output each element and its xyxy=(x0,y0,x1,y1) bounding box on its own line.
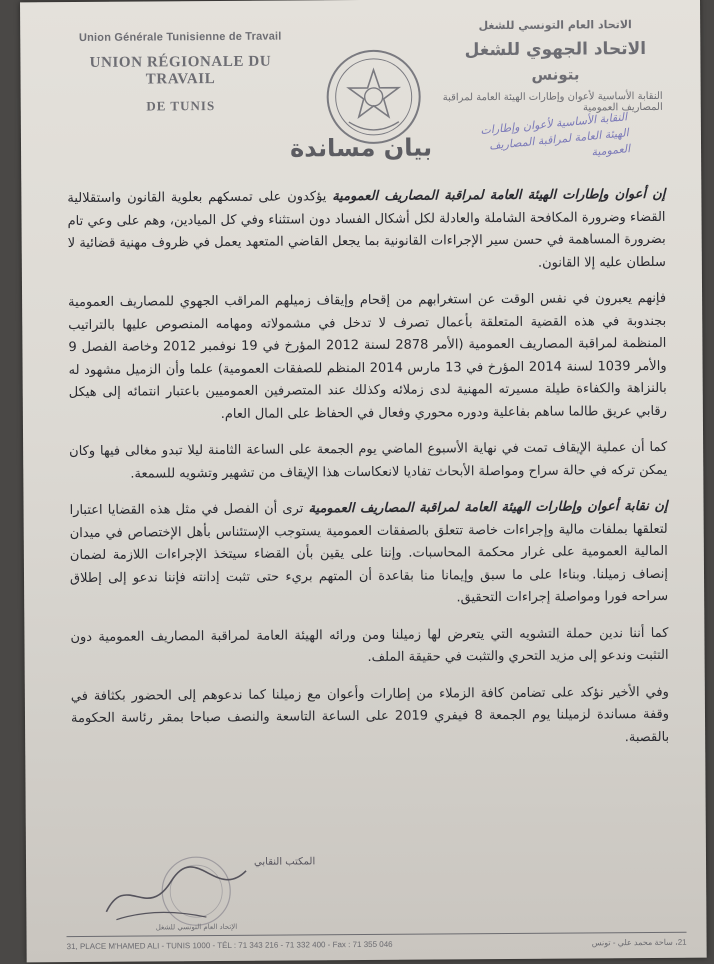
arabic-letterhead xyxy=(440,18,671,115)
letterhead-ar-syndicate: النقابة الأساسية لأعوان وإطارات الهيئة العامة لمراقبة المصاريف العمومية xyxy=(442,90,663,114)
paragraph-1-lead: إن أعوان وإطارات الهيئة العامة لمراقبة المصاريف العمومية xyxy=(332,186,666,205)
paragraph-5: كما أننا ندين حملة التشويه التي يتعرض لها زميلنا ومن ورائه الهيئة العامة لمراقبة المصاريف العمومية دون التثبت وندعو إلى مزيد التحري والتثبت في حقيقة الملف. xyxy=(70,625,669,665)
paragraph-3: كما أن عملية الإيقاف تمت في نهاية الأسبوع الماضي يوم الجمعة على الساعة الثامنة ليلا تبدو مغالى فيها وكان يمكن تركه في حالة سراح ومواصلة الأبحاث تفاديا لانعكاسات هذا الإيقاف من تشهير وتشويه للسمعة. xyxy=(69,439,668,482)
paragraph-4-lead: إن نقابة أعوان وإطارات الهيئة العامة لمراقبة المصاريف العمومية xyxy=(308,498,668,517)
signature-label: المكتب النقابي xyxy=(253,856,316,868)
letterhead-footer xyxy=(67,932,687,964)
letterhead-ar-regional: الاتحاد الجهوي للشغل xyxy=(464,39,647,61)
letterhead-ar-union: الاتحاد العام التونسي للشغل xyxy=(478,18,632,33)
french-letterhead xyxy=(60,30,301,115)
paragraph-1-text: يؤكدون على تمسكهم بعلوية القانون واستقلالية القضاء وضرورة المكافحة الشاملة والعادلة لكل أشكال الفساد دون استثناء وفي كل الميادين، وهم على وعي تام بضرورة المساهمة في حسن سير الإجراءات القانونية بما يجعل القاضي المتعهد يعمل في ظروف مهنية قضائية لا سلطان عليه إلا القانون. xyxy=(67,189,666,271)
paragraph-4 xyxy=(69,496,668,613)
paragraph-1 xyxy=(67,184,666,278)
letterhead-city: DE TUNIS xyxy=(146,98,216,114)
signature-stamp xyxy=(86,851,316,932)
document-title: بيان مساندة xyxy=(289,133,433,163)
paragraph-2: فإنهم يعبرون في نفس الوقت عن استغرابهم من إقحام وإيقاف زميلهم المراقب الجهوي للمصاريف العمومية بجندوبة في هذه القضية المتعلقة بأعمال تصرف لا تدخل في مشمولاته ومهامه المنصوص عليها بالتراتيب المنظمة لمراقبة المصاريف العمومية (الأمر 2878 لسنة 2012 المؤرخ في 19 نوفمبر 2012 وخاصة الفصل 9 والأمر 1039 لسنة 2014 المؤرخ في 13 مارس 2014 المنظم للصفقات العمومية) علما وأن الزميل مشهود له بالنزاهة والكفاءة طيلة مسيرته المهنية لدى زملائه وكذلك عند المتصرفين العموميين باعتبار انتمائه إلى هيكل رقابي عريق طالما ساهم بفاعلية ودوره محوري وفعال في الحفاظ على المال العام. xyxy=(68,290,667,422)
letterhead-regional-union: UNION RÉGIONALE DU TRAVAIL xyxy=(89,53,272,88)
handwritten-syndicate-note: النقابة الأساسية لأعوان وإطارات الهيئة العامة لمراقبة المصاريف العمومية xyxy=(479,110,631,159)
letterhead-ar-city: بتونس xyxy=(531,65,580,84)
footer-address-ar: 21، ساحة محمد علي - تونس xyxy=(591,937,687,948)
paragraph-6: وفي الأخير نؤكد على تضامن كافة الزملاء من إطارات وأعوان مع زميلنا كما ندعوهم إلى الحضور بكثافة في وقفة مساندة لزميلنا يوم الجمعة 8 فيفري 2019 على الساعة التاسعة والنصف صباحا بمقر رئاسة الحكومة بالقصبة. xyxy=(70,684,670,745)
letterhead-union-name: Union Générale Tunisienne de Travail xyxy=(78,30,282,44)
footer-address-fr: 31, PLACE M'HAMED ALI - TUNIS 1000 - TÉL : 71 343 216 - 71 332 400 - Fax : 71 355 046 xyxy=(66,939,393,952)
paragraph-4-text: ترى أن الفصل في مثل هذه القضايا اعتبارا لتعلقها بملفات مالية وإجراءات خاصة تتعلق بالصفقات العمومية يستوجب الإستئناس بأهل الإختصاص في ميدان المالية العمومية على غرار محكمة المحاسبات. وإننا على يقين بأن القضاء سيتخذ الإجراءات اللازمة لضمان إنصاف زميلنا. وبناءا على ما سبق وإيمانا منا بقاعدة أن المتهم بريء حتى تثبت إدانته فإننا ندعو إلى إطلاق سراحه فورا ومواصلة إجراءات التحقيق. xyxy=(69,501,669,606)
statement-body xyxy=(67,184,669,767)
document-sheet xyxy=(20,0,707,962)
stamp-text: الإتحاد العام التونسي للشغل xyxy=(155,922,238,932)
